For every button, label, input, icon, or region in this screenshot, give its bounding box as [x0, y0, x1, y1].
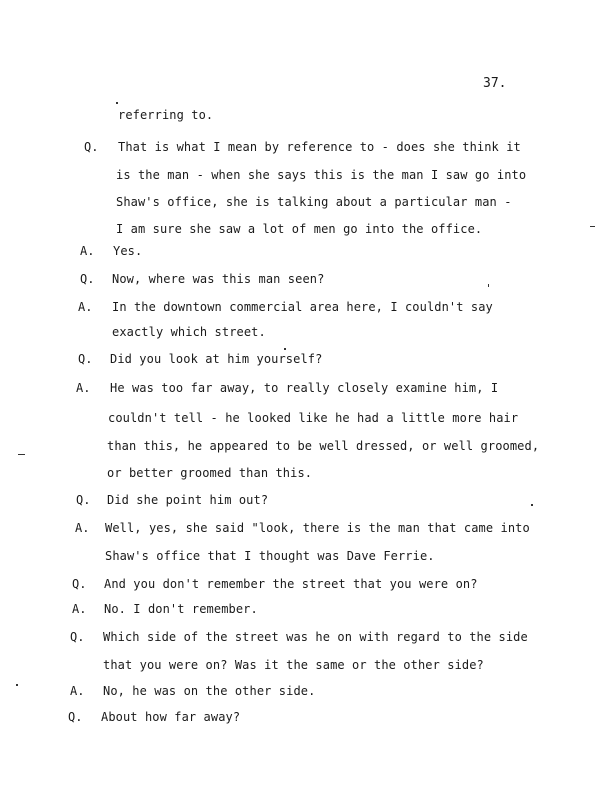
transcript-line: is the man - when she says this is the man I saw go into	[116, 168, 527, 182]
transcript-line: Did you look at him yourself?	[110, 352, 323, 366]
transcript-line: That is what I mean by reference to - does she think it	[118, 140, 521, 154]
speaker-label: Q.	[84, 140, 99, 154]
page-number: 37.	[483, 76, 507, 91]
scan-mark	[590, 226, 595, 227]
speaker-label: A.	[76, 381, 91, 395]
speaker-label: A.	[78, 300, 93, 314]
transcript-line: or better groomed than this.	[107, 466, 313, 480]
scan-mark	[18, 454, 25, 455]
transcript-line: than this, he appeared to be well dressed, or well groomed,	[107, 439, 540, 453]
speaker-label: Q.	[80, 272, 95, 286]
transcript-line: Yes.	[113, 244, 143, 258]
scan-mark	[16, 684, 18, 686]
transcript-line: Did she point him out?	[107, 493, 269, 507]
transcript-line: Shaw's office, she is talking about a particular man -	[116, 195, 512, 209]
speaker-label: A.	[75, 521, 90, 535]
speaker-label: Q.	[72, 577, 87, 591]
transcript-line: And you don't remember the street that you were on?	[104, 577, 478, 591]
speaker-label: A.	[72, 602, 87, 616]
transcript-line: that you were on? Was it the same or the other side?	[103, 658, 484, 672]
speaker-label: Q.	[68, 710, 83, 724]
transcript-line: I am sure she saw a lot of men go into the office.	[116, 222, 483, 236]
transcript-line: Well, yes, she said "look, there is the man that came into	[105, 521, 530, 535]
scan-mark	[116, 102, 118, 104]
speaker-label: Q.	[76, 493, 91, 507]
transcript-line: In the downtown commercial area here, I couldn't say	[112, 300, 493, 314]
scan-mark	[284, 348, 286, 350]
scan-mark	[531, 504, 533, 506]
speaker-label: Q.	[70, 630, 85, 644]
speaker-label: Q.	[78, 352, 93, 366]
transcript-line: Which side of the street was he on with regard to the side	[103, 630, 528, 644]
transcript-line: Shaw's office that I thought was Dave Ferrie.	[105, 549, 435, 563]
scan-mark	[488, 284, 489, 287]
transcript-line: No. I don't remember.	[104, 602, 258, 616]
transcript-line: referring to.	[118, 108, 214, 122]
transcript-line: He was too far away, to really closely examine him, I	[110, 381, 499, 395]
speaker-label: A.	[80, 244, 95, 258]
transcript-line: couldn't tell - he looked like he had a little more hair	[108, 411, 519, 425]
transcript-line: No, he was on the other side.	[103, 684, 316, 698]
speaker-label: A.	[70, 684, 85, 698]
transcript-line: Now, where was this man seen?	[112, 272, 325, 286]
transcript-line: About how far away?	[101, 710, 241, 724]
transcript-line: exactly which street.	[112, 325, 266, 339]
